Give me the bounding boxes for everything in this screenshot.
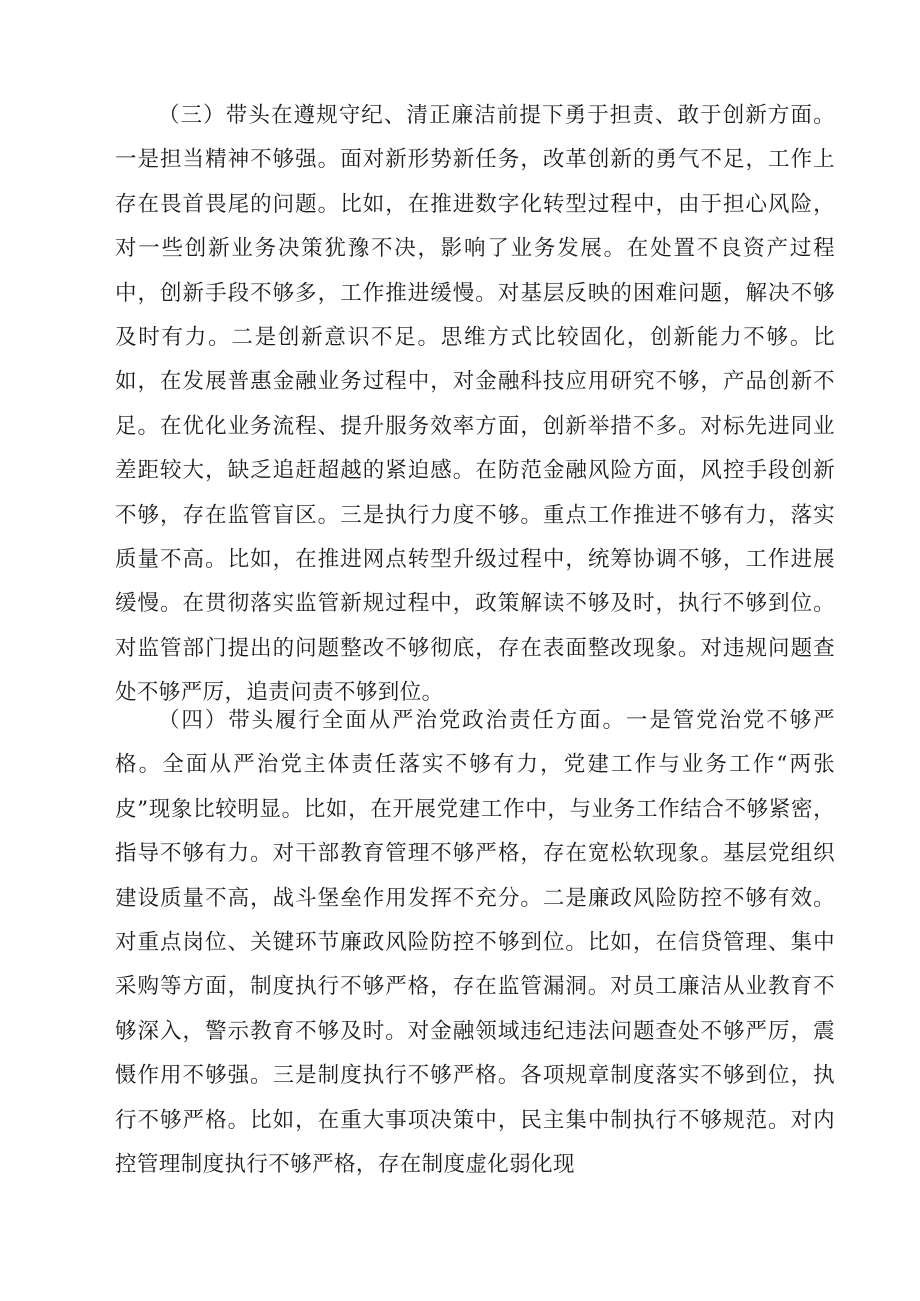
body-paragraph: （三）带头在遵规守纪、清正廉洁前提下勇于担责、敢于创新方面。一是担当精神不够强。面对新形势新任务，改革创新的勇气不足，工作上存在畏首畏尾的问题。比如，在推进数字化转型过程中，由于担心风险，对一些创新业务决策犹豫不决，影响了业务发展。在处置不良资产过程中，创新手段不够多，工作推进缓慢。对基层反映的困难问题，解决不够及时有力。二是创新意识不足。思维方式比较固化，创新能力不够。比如，在发展普惠金融业务过程中，对金融科技应用研究不够，产品创新不足。在优化业务流程、提升服务效率方面，创新举措不多。对标先进同业差距较大，缺乏追赶超越的紧迫感。在防范金融风险方面，风控手段创新不够，存在监管盲区。三是执行力度不够。重点工作推进不够有力，落实质量不高。比如，在推进网点转型升级过程中，统筹协调不够，工作进展缓慢。在贯彻落实监管新规过程中，政策解读不够及时，执行不够到位。对监管部门提出的问题整改不够彻底，存在表面整改现象。对违规问题查处不够严厉，追责问责不够到位。: [115, 103, 835, 706]
body-paragraph: （四）带头履行全面从严治党政治责任方面。一是管党治党不够严格。全面从严治党主体责任落实不够有力，党建工作与业务工作“两张皮”现象比较明显。比如，在开展党建工作中，与业务工作结合不够紧密，指导不够有力。对干部教育管理不够严格，存在宽松软现象。基层党组织建设质量不高，战斗堡垒作用发挥不充分。二是廉政风险防控不够有效。对重点岗位、关键环节廉政风险防控不够到位。比如，在信贷管理、集中采购等方面，制度执行不够严格，存在监管漏洞。对员工廉洁从业教育不够深入，警示教育不够及时。对金融领域违纪违法问题查处不够严厉，震慑作用不够强。三是制度执行不够严格。各项规章制度落实不够到位，执行不够严格。比如，在重大事项决策中，民主集中制执行不够规范。对内控管理制度执行不够严格，存在制度虚化弱化现: [115, 708, 835, 1178]
